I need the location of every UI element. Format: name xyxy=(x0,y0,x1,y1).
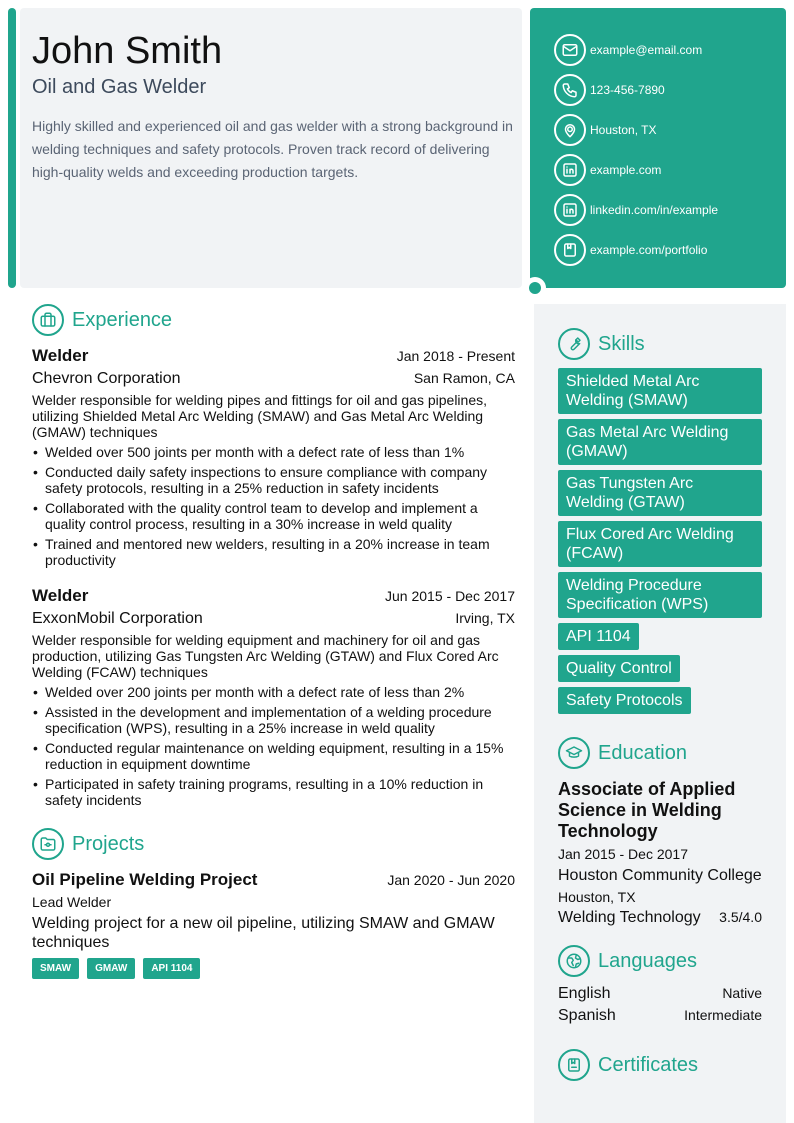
skill-badge: Gas Tungsten Arc Welding (GTAW) xyxy=(558,470,762,516)
candidate-title: Oil and Gas Welder xyxy=(32,76,207,98)
skills-heading xyxy=(558,328,762,360)
education-gpa: 3.5/4.0 xyxy=(719,909,762,925)
section-title: Projects xyxy=(72,832,145,855)
bullet-item: • Participated in safety training programs, resulting in a 10% reduction in safety incidents xyxy=(32,776,515,808)
certificate-icon xyxy=(558,1049,590,1081)
skills-list xyxy=(558,368,762,719)
section-title: Languages xyxy=(598,949,697,972)
bullet-item: • Assisted in the development and implementation of a welding procedure specification (WPS), resulting in a 25% increase in weld quality xyxy=(32,704,515,736)
contact-phone[interactable] xyxy=(554,70,786,110)
languages-list xyxy=(558,985,762,1025)
language-level: Native xyxy=(722,985,762,1001)
phone-icon xyxy=(554,74,586,106)
bullet-item: • Collaborated with the quality control team to develop and implement a quality control process, resulting in a 30% increase in weld quality xyxy=(32,500,515,532)
job-bullets xyxy=(32,444,515,568)
contact-text: example@email.com xyxy=(590,43,703,57)
project-tag: GMAW xyxy=(87,958,135,979)
experience-entry xyxy=(32,346,515,568)
job-description: Welder responsible for welding equipment and machinery for oil and gas production, utilizing Gas Tungsten Arc Welding (GTAW) and Flux Cored Arc Welding (FCAW) techniques xyxy=(32,632,499,680)
job-dates: Jun 2015 - Dec 2017 xyxy=(385,588,515,604)
education-field-row xyxy=(558,909,762,927)
main-column xyxy=(32,304,515,979)
project-entry xyxy=(32,870,515,979)
accent-bar xyxy=(8,8,16,288)
wrench-icon xyxy=(558,328,590,360)
section-title: Education xyxy=(598,741,687,764)
job-role: Welder xyxy=(32,346,89,365)
project-role: Lead Welder xyxy=(32,894,112,910)
briefcase-icon xyxy=(32,304,64,336)
education-degree: Associate of Applied Science in Welding Technology xyxy=(558,779,736,841)
contact-text: 123-456-7890 xyxy=(590,83,665,97)
skill-badge: Welding Procedure Specification (WPS) xyxy=(558,572,762,618)
skill-badge: Shielded Metal Arc Welding (SMAW) xyxy=(558,368,762,414)
language-row xyxy=(558,985,762,1003)
language-name: Spanish xyxy=(558,1007,616,1024)
candidate-name: John Smith xyxy=(32,30,223,72)
section-title: Skills xyxy=(598,332,645,355)
bullet-item: • Conducted daily safety inspections to ensure compliance with company safety protocols, resulting in a 25% reduction in safety incidents xyxy=(32,464,515,496)
job-location: San Ramon, CA xyxy=(413,370,515,386)
project-name: Oil Pipeline Welding Project xyxy=(32,870,258,889)
skill-badge: Safety Protocols xyxy=(558,687,691,714)
location-icon xyxy=(554,114,586,146)
bullet-item: • Conducted regular maintenance on welding equipment, resulting in a 15% reduction in equipment downtime xyxy=(32,740,515,772)
projects-heading xyxy=(32,828,515,860)
job-dates: Jan 2018 - Present xyxy=(396,348,515,364)
contact-portfolio[interactable] xyxy=(554,230,786,270)
project-tags xyxy=(32,958,515,979)
language-name: English xyxy=(558,985,611,1002)
project-tag: API 1104 xyxy=(143,958,200,979)
contact-panel xyxy=(530,8,786,288)
contact-text: example.com/portfolio xyxy=(590,243,708,257)
graduation-cap-icon xyxy=(558,737,590,769)
education-school: Houston Community College xyxy=(558,867,762,884)
job-role: Welder xyxy=(32,586,89,605)
contact-text: example.com xyxy=(590,163,662,177)
project-dates: Jan 2020 - Jun 2020 xyxy=(387,872,515,888)
project-description: Welding project for a new oil pipeline, utilizing SMAW and GMAW techniques xyxy=(32,915,495,951)
folder-icon xyxy=(32,828,64,860)
job-bullets xyxy=(32,684,515,808)
experience-entry xyxy=(32,586,515,808)
education-dates: Jan 2015 - Dec 2017 xyxy=(558,846,688,862)
contact-website[interactable] xyxy=(554,150,786,190)
linkedin-icon xyxy=(554,194,586,226)
sidebar-column xyxy=(534,304,786,1123)
job-company: Chevron Corporation xyxy=(32,370,181,387)
languages-heading xyxy=(558,945,762,977)
mail-icon xyxy=(554,34,586,66)
job-company: ExxonMobil Corporation xyxy=(32,610,203,627)
skill-badge: Gas Metal Arc Welding (GMAW) xyxy=(558,419,762,465)
skill-badge: Quality Control xyxy=(558,655,680,682)
job-description: Welder responsible for welding pipes and fittings for oil and gas pipelines, utilizing Shielded Metal Arc Welding (SMAW) and Gas Metal Arc Welding (GMAW) techniques xyxy=(32,392,488,440)
linkedin-icon xyxy=(554,154,586,186)
project-tag: SMAW xyxy=(32,958,79,979)
job-location: Irving, TX xyxy=(455,610,515,626)
globe-icon xyxy=(558,945,590,977)
skill-badge: API 1104 xyxy=(558,623,639,650)
certificates-heading xyxy=(558,1049,762,1081)
language-row xyxy=(558,1007,762,1025)
experience-heading xyxy=(32,304,515,336)
portfolio-icon xyxy=(554,234,586,266)
contact-linkedin[interactable] xyxy=(554,190,786,230)
divider-dot xyxy=(529,282,541,294)
section-title: Experience xyxy=(72,308,173,331)
education-heading xyxy=(558,737,762,769)
contact-email[interactable] xyxy=(554,30,786,70)
summary-text: Highly skilled and experienced oil and gas welder with a strong background in welding techniques and safety protocols. Proven track record of delivering high-quality welds and exceeding production targets. xyxy=(32,118,513,180)
contact-text: linkedin.com/in/example xyxy=(590,203,719,217)
bullet-item: • Welded over 500 joints per month with a defect rate of less than 1% xyxy=(32,444,515,460)
skill-badge: Flux Cored Arc Welding (FCAW) xyxy=(558,521,762,567)
bullet-item: • Trained and mentored new welders, resulting in a 20% increase in team productivity xyxy=(32,536,515,568)
education-location: Houston, TX xyxy=(558,889,636,905)
bullet-item: • Welded over 200 joints per month with a defect rate of less than 2% xyxy=(32,684,515,700)
header-panel xyxy=(20,8,522,288)
section-title: Certificates xyxy=(598,1053,699,1076)
education-field: Welding Technology xyxy=(558,909,701,926)
contact-location[interactable] xyxy=(554,110,786,150)
contact-text: Houston, TX xyxy=(590,123,657,137)
language-level: Intermediate xyxy=(684,1007,762,1023)
